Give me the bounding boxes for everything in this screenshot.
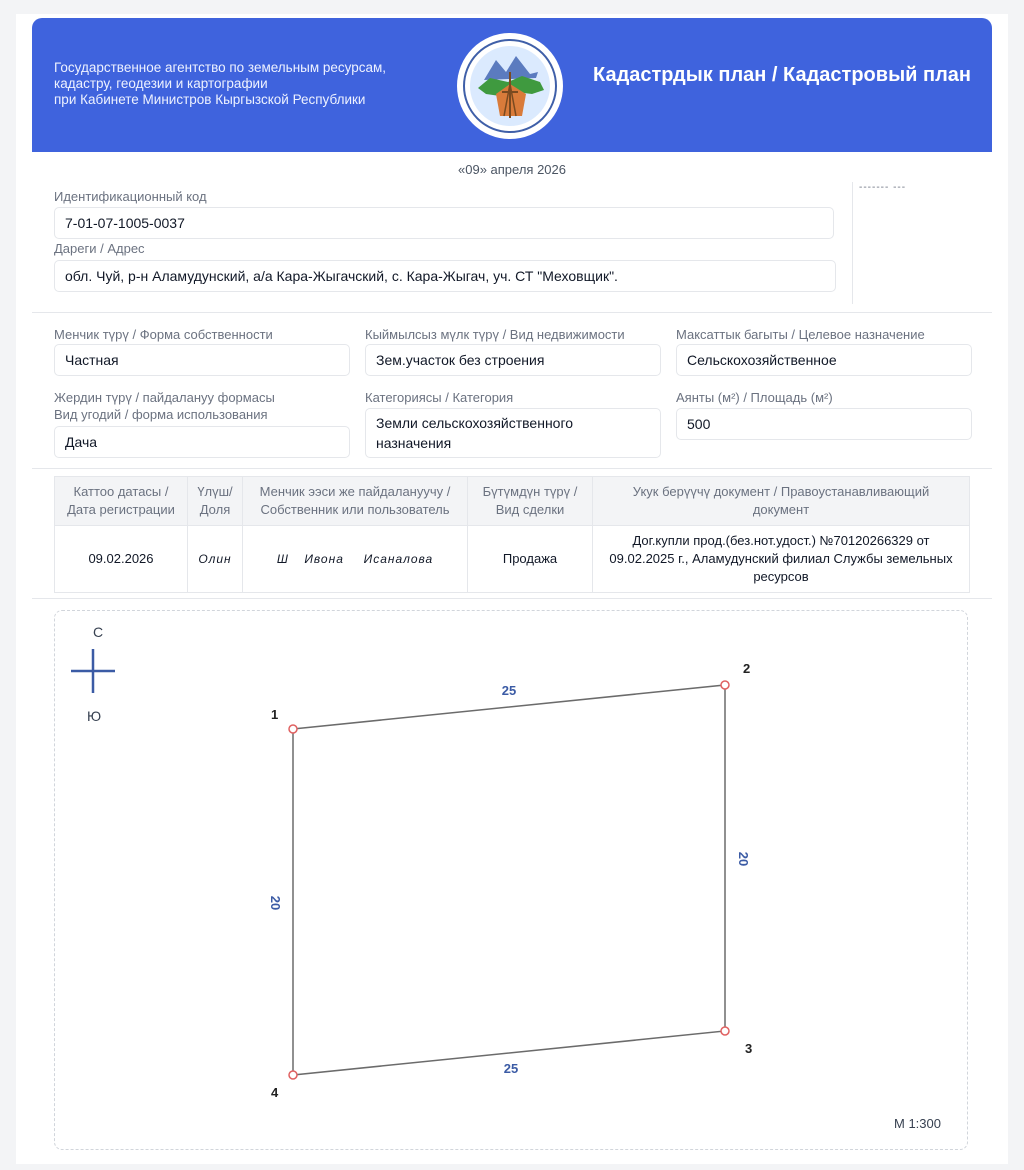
address-label: Дареги / Адрес [54,241,145,256]
plan-svg [55,611,969,1151]
vertex-number: 1 [271,707,279,722]
property-type-field: Зем.участок без строения [365,344,661,376]
id-code-field: 7-01-07-1005-0037 [54,207,834,239]
parcel [268,661,752,1100]
col-share [188,477,243,526]
land-type-label-line-1: Жердин түрү / пайдалануу формасы [54,390,275,405]
header-text: Собственник или пользователь [260,502,450,517]
vertex-marker [721,1027,729,1035]
land-type-field: Дача [54,426,350,458]
vertex-marker [289,1071,297,1079]
cadastral-plan-drawing [54,610,968,1150]
property-type-label: Кыймылсыз мүлк түрү / Вид недвижимости [365,327,625,342]
area-field: 500 [676,408,972,440]
cell-owner: Ш Ивона Исаналова [243,526,468,593]
category-value-line-2: назначения [376,435,452,451]
col-owner [243,477,468,526]
agency-line-2: кадастру, геодезии и картографии [54,76,268,91]
header-text: Бүтүмдүн түрү / [482,484,578,499]
edge-length-label: 25 [503,1061,519,1076]
header-text: Доля [199,502,231,517]
land-type-label [54,389,275,423]
vertex-number: 4 [271,1085,279,1100]
south-label: Ю [87,708,102,724]
cell-deal-type: Продажа [468,526,593,593]
north-label: С [93,624,104,640]
header-text: документ [752,502,810,517]
header-text: Вид сделки [495,502,565,517]
address-field: обл. Чуй, р-н Аламудунский, а/а Кара-Жыгачский, с. Кара-Жыгач, уч. СТ "Меховщик". [54,260,836,292]
registration-table [54,476,970,593]
vertex-marker [289,725,297,733]
ownership-field: Частная [54,344,350,376]
cadastral-plan-page [16,14,1008,1164]
table-header-row [55,477,970,526]
land-type-label-line-2: Вид угодий / форма использования [54,407,268,422]
ownership-label: Менчик түрү / Форма собственности [54,327,273,342]
purpose-label: Максаттык багыты / Целевое назначение [676,327,925,342]
category-field [365,408,661,458]
agency-emblem-icon [456,32,564,140]
agency-name [54,60,434,108]
vertex-number: 2 [743,661,751,676]
header-text: Үлүш/ [197,484,233,499]
header-text: Укук берүүчү документ / Правоустанавливающий [632,484,930,499]
agency-line-1: Государственное агентство по земельным ресурсам, [54,60,387,75]
header-text: Каттоо датасы / [73,484,169,499]
edge-length-label: 20 [736,851,751,867]
parcel-boundary [293,685,725,1075]
divider [32,598,992,599]
category-value-line-1: Земли сельскохозяйственного [376,415,574,431]
col-reg-date [55,477,188,526]
area-label: Аянты (м²) / Площадь (м²) [676,390,833,405]
document-date: «09» апреля 2026 [458,162,566,177]
edge-length-label: 25 [501,683,517,698]
qr-scribble: ‑‑‑‑‑‑‑ ‑‑‑ [859,182,907,193]
cell-document: Дог.купли прод.(без.нот.удост.) №70120266329 от 09.02.2025 г., Аламудунский филиал Службы земельных ресурсов [593,526,970,593]
col-deal-type [468,477,593,526]
header-text: Дата регистрации [67,502,175,517]
qr-code-area [852,182,973,304]
header-banner [32,18,992,152]
purpose-field: Сельскохозяйственное [676,344,972,376]
vertex-marker [721,681,729,689]
id-code-label: Идентификационный код [54,189,207,204]
vertex-number: 3 [745,1041,753,1056]
divider [32,468,992,469]
compass-cross-icon [71,649,115,693]
cell-share: Олин [188,526,243,593]
plan-scale: М 1:300 [894,1116,941,1131]
divider [32,312,992,313]
edge-length-label: 20 [268,895,283,911]
header-text: Менчик ээси же пайдалануучу / [259,484,451,499]
col-document [593,477,970,526]
document-title: Кадастрдык план / Кадастровый план [593,64,971,86]
table-row [55,526,970,593]
category-label: Категориясы / Категория [365,390,514,405]
agency-line-3: при Кабинете Министров Кыргызской Республики [54,92,366,107]
cell-reg-date: 09.02.2026 [55,526,188,593]
